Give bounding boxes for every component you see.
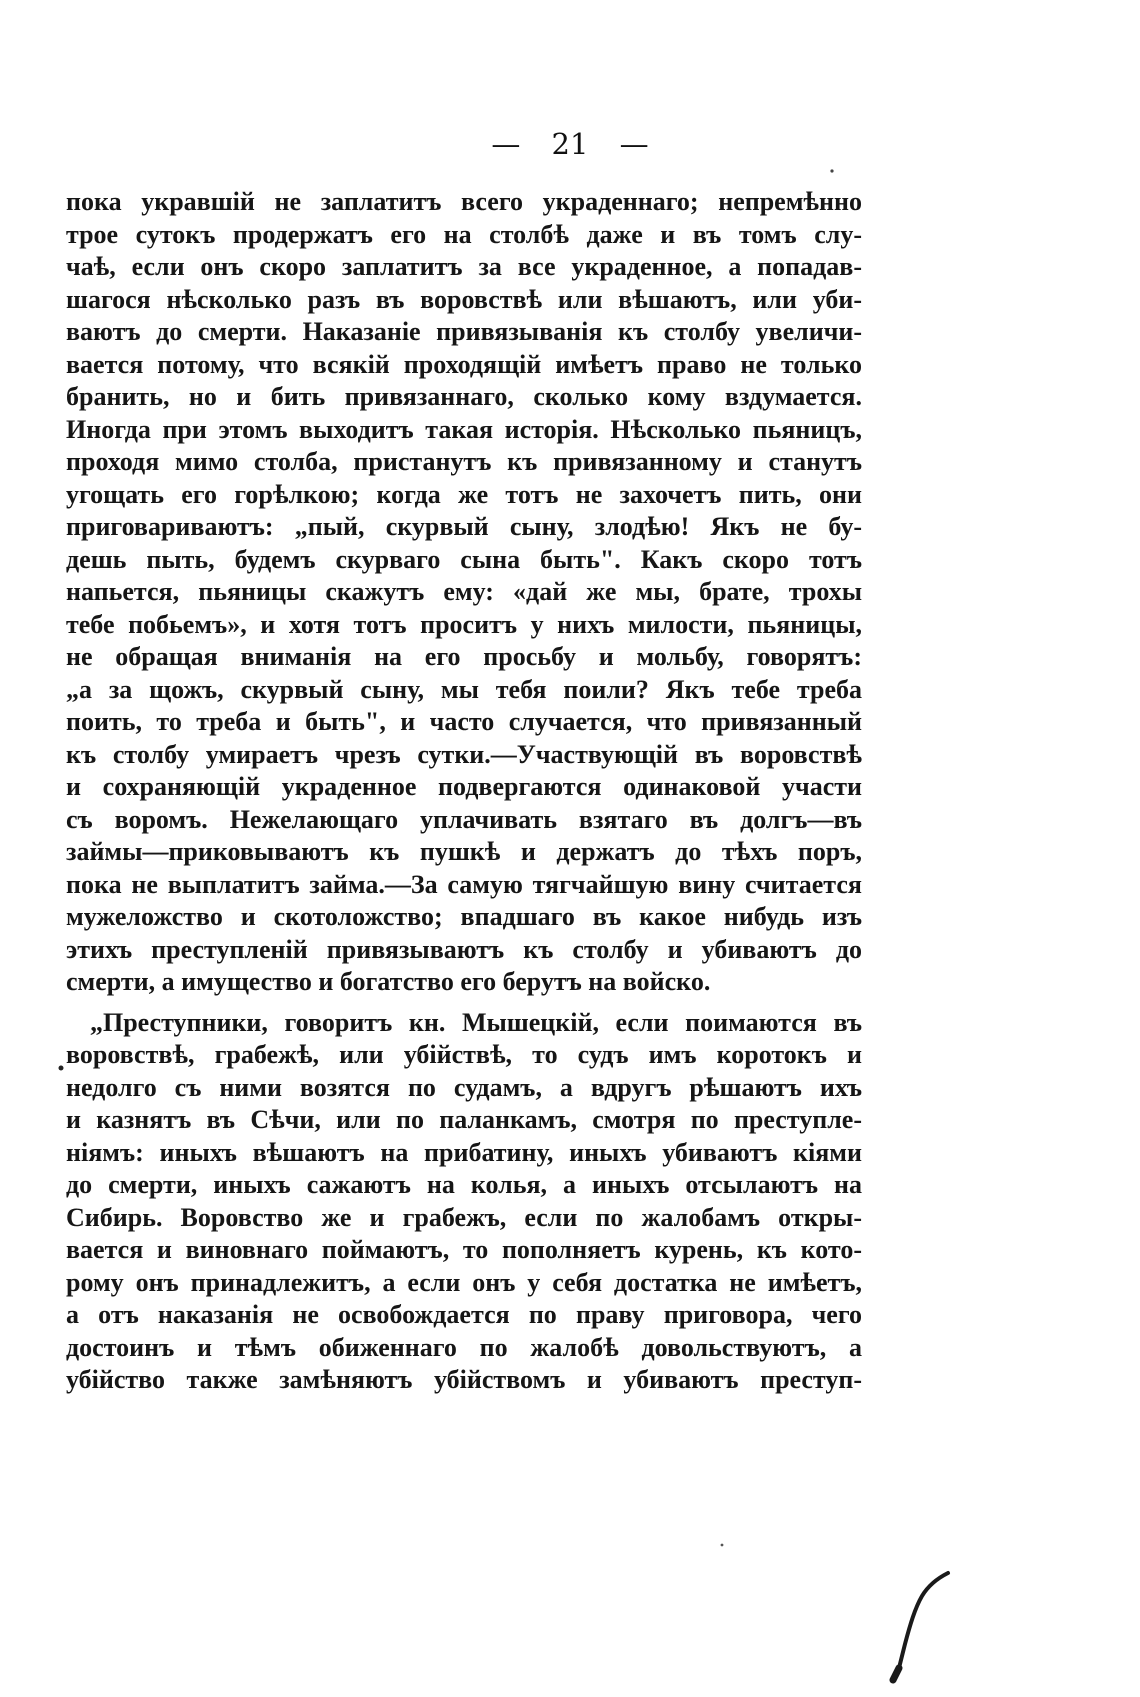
text-line: Сибирь. Воровство же и грабежъ, если по жалобамъ откры- — [66, 1202, 862, 1232]
text-line: чаѣ, если онъ скоро заплатитъ за все украденное, а попадав- — [66, 252, 862, 281]
page-number: 21 — [551, 127, 589, 161]
text-line: а отъ наказанія не освобождается по праву приговора, чего — [66, 1300, 862, 1329]
text-line: рому онъ принадлежитъ, а если онъ у себя достатка не имѣетъ, — [66, 1267, 862, 1297]
text-line: дешь пыть, будемъ скурваго сына быть". Какъ скоро тотъ — [66, 544, 862, 574]
text-line: къ столбу умираетъ чрезъ сутки.—Участвующій въ воровствѣ — [66, 739, 862, 769]
pen-stroke-tail — [893, 1668, 899, 1680]
ink-speck — [59, 1066, 64, 1071]
text-line: напьется, пьяницы скажутъ ему: «дай же мы, брате, трохы — [66, 577, 862, 606]
paragraph-1 — [66, 186, 862, 999]
text-line: трое сутокъ продержатъ его на столбѣ даже и въ томъ слу- — [66, 219, 862, 249]
header-dash-left: — — [491, 127, 521, 161]
text-line: „Преступники, говоритъ кн. Мышецкій, если поимаются въ — [90, 1007, 862, 1037]
text-line: воровствѣ, грабежѣ, или убійствѣ, то судъ имъ коротокъ и — [66, 1040, 862, 1069]
text-line: пока не выплатитъ займа.—За самую тягчайшую вину считается — [66, 869, 862, 899]
paragraph-2 — [66, 1007, 862, 1397]
text-line: недолго съ ними возятся по судамъ, а вдругъ рѣшаютъ ихъ — [66, 1072, 862, 1102]
body-text — [66, 186, 862, 1397]
text-line: вается потому, что всякій проходящій имѣетъ право не только — [66, 349, 862, 379]
pen-stroke-mark — [899, 1573, 948, 1668]
text-line: достоинъ и тѣмъ обиженнаго по жалобѣ довольствуютъ, а — [66, 1332, 862, 1362]
page-header — [0, 124, 1140, 164]
text-line: до смерти, иныхъ сажаютъ на колья, а иныхъ отсылаютъ на — [66, 1170, 862, 1199]
ink-speck — [721, 1544, 724, 1547]
text-line: приговариваютъ: „пый, скурвый сыну, злодѣю! Якъ не бу- — [66, 512, 862, 541]
text-line: ніямъ: иныхъ вѣшаютъ на прибатину, иныхъ убиваютъ кіями — [66, 1137, 862, 1167]
text-line: поить, то треба и быть", и часто случается, что привязанный — [66, 707, 862, 736]
text-line: вается и виновнаго поймаютъ, то пополняетъ курень, къ кото- — [66, 1235, 862, 1264]
text-line: ваютъ до смерти. Наказаніе привязыванія къ столбу увеличи- — [66, 317, 862, 346]
text-line: „а за щожъ, скурвый сыну, мы тебя поили? Якъ тебе треба — [66, 674, 862, 704]
text-line: убійство также замѣняютъ убійствомъ и убиваютъ преступ- — [66, 1365, 862, 1394]
text-line: займы—приковываютъ къ пушкѣ и держатъ до тѣхъ поръ, — [66, 837, 862, 866]
text-line: пока укравшій не заплатитъ всего украденнаго; непремѣнно — [66, 187, 862, 216]
text-line: Иногда при этомъ выходитъ такая исторія. Нѣсколько пьяницъ, — [66, 414, 862, 444]
text-line: и казнятъ въ Сѣчи, или по паланкамъ, смотря по преступле- — [66, 1105, 862, 1134]
ink-speck — [830, 169, 833, 172]
paragraph-gap — [66, 999, 862, 1007]
text-line: этихъ преступленій привязываютъ къ столбу и убиваютъ до — [66, 934, 862, 964]
text-line: смерти, а имущество и богатство его берутъ на войско. — [66, 967, 711, 996]
header-dash-right: — — [619, 127, 649, 161]
text-line: съ воромъ. Нежелающаго уплачивать взятаго въ долгъ—въ — [66, 804, 862, 834]
text-line: мужеложство и скотоложство; впадшаго въ какое нибудь изъ — [66, 902, 862, 931]
text-line: проходя мимо столба, пристанутъ къ привязанному и станутъ — [66, 447, 862, 476]
text-line: тебе побьемъ», и хотя тотъ проситъ у нихъ милости, пьяницы, — [66, 609, 862, 639]
text-line: не обращая вниманія на его просьбу и мольбу, говорятъ: — [66, 642, 862, 671]
text-line: и сохраняющій украденное подвергаются одинаковой участи — [66, 772, 862, 801]
text-line: угощать его горѣлкою; когда же тотъ не захочетъ пить, они — [66, 479, 862, 509]
text-line: шагося нѣсколько разъ въ воровствѣ или вѣшаютъ, или уби- — [66, 284, 862, 314]
text-line: бранить, но и бить привязаннаго, сколько кому вздумается. — [66, 382, 862, 411]
